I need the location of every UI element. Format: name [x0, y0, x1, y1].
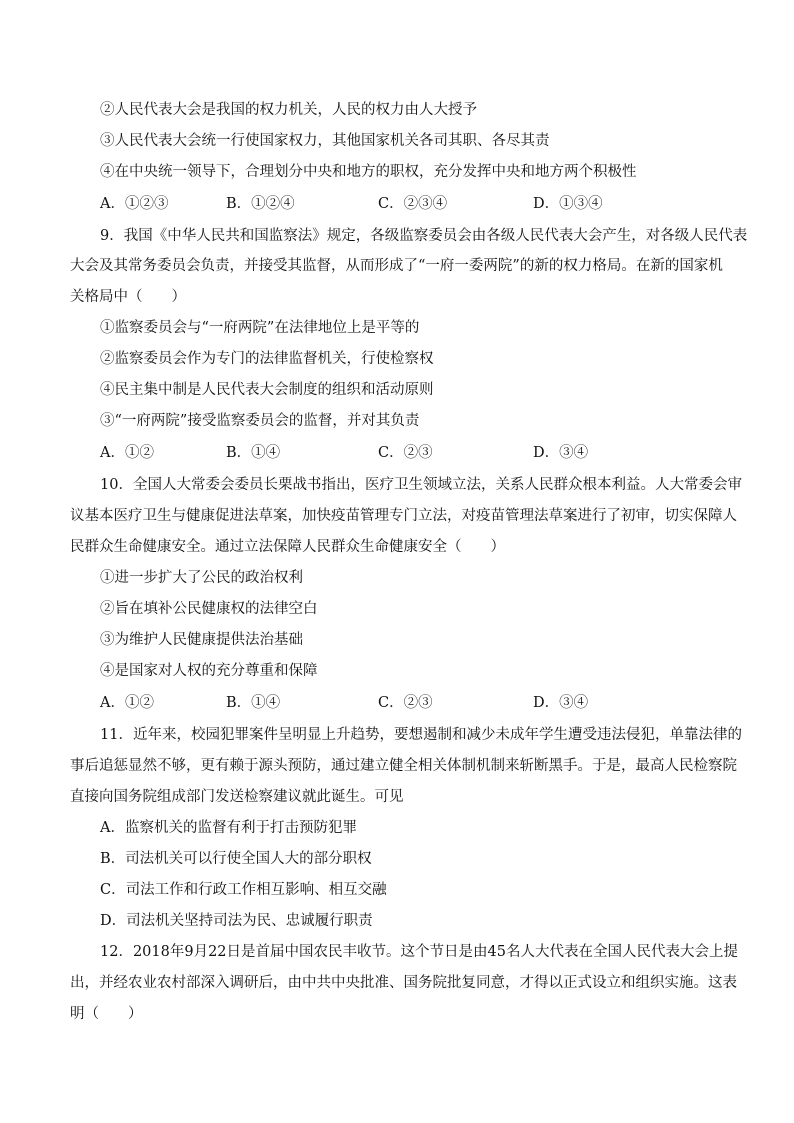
q9-item-4: ④民主集中制是人民代表大会制度的组织和活动原则 [100, 382, 434, 398]
q8-option-a[interactable]: A．①②③ [100, 196, 169, 212]
q9-item-2: ②监察委员会作为专门的法律监督机关，行使检察权 [100, 351, 434, 367]
q11-choice-d[interactable]: D．司法机关坚持司法为民、忠诚履行职责 [100, 913, 373, 929]
q11-choice-b[interactable]: B．司法机关可以行使全国人大的部分职权 [100, 851, 372, 867]
q9-stem-line-2: 大会及其常务委员会负责，并接受其监督，从而形成了“一府一委两院”的新的权力格局。在新的国家机 [70, 258, 723, 274]
q10-item-1: ①进一步扩大了公民的政治权利 [100, 570, 303, 586]
q8-option-b[interactable]: B．①②④ [226, 196, 295, 212]
q11-stem-line-2: 事后追惩显然不够，更有赖于源头预防，通过建立健全相关体制机制来斩断黑手。于是，最高人民检察院 [70, 758, 737, 774]
q9-option-a[interactable]: A．①② [100, 445, 154, 461]
q10-item-3: ③为维护人民健康提供法治基础 [100, 632, 303, 648]
q11-choice-a[interactable]: A．监察机关的监督有利于打击预防犯罪 [100, 820, 357, 836]
q9-option-c[interactable]: C．②③ [378, 445, 433, 461]
q11-stem-line-1: 11．近年来，校园犯罪案件呈明显上升趋势，要想遏制和减少未成年学生遭受违法侵犯，单靠法律的 [100, 727, 742, 743]
q10-option-d[interactable]: D．③④ [533, 695, 589, 711]
q10-stem-line-2: 议基本医疗卫生与健康促进法草案，加快疫苗管理专门立法，对疫苗管理法草案进行了初审，切实保障人 [70, 508, 737, 524]
q9-item-1: ①监察委员会与“一府两院”在法律地位上是平等的 [100, 320, 420, 336]
q10-stem-line-1: 10．全国人大常委会委员长栗战书指出，医疗卫生领域立法，关系人民群众根本利益。人大常委会审 [100, 477, 742, 493]
q8-option-c[interactable]: C．②③④ [378, 196, 448, 212]
q8-item-4: ④在中央统一领导下，合理划分中央和地方的职权，充分发挥中央和地方两个积极性 [100, 164, 637, 180]
q12-stem-line-3: 明（ ） [70, 1006, 143, 1022]
q9-stem-line-3: 关格局中（ ） [70, 289, 186, 305]
q10-stem-line-3: 民群众生命健康安全。通过立法保障人民群众生命健康安全（ ） [70, 539, 505, 555]
q8-item-3: ③人民代表大会统一行使国家权力，其他国家机关各司其职、各尽其责 [100, 133, 550, 149]
q8-item-2: ②人民代表大会是我国的权力机关，人民的权力由人大授予 [100, 102, 477, 118]
q9-item-3: ③“一府两院”接受监察委员会的监督，并对其负责 [100, 413, 420, 429]
q9-option-b[interactable]: B．①④ [226, 445, 281, 461]
q8-option-d[interactable]: D．①③④ [533, 196, 603, 212]
q11-choice-c[interactable]: C．司法工作和行政工作相互影响、相互交融 [100, 882, 387, 898]
q10-option-c[interactable]: C．②③ [378, 695, 433, 711]
q12-stem-line-2: 出，并经农业农村部深入调研后，由中共中央批准、国务院批复同意，才得以正式设立和组织实施。这表 [70, 975, 737, 991]
q12-stem-line-1: 12．2018年9月22日是首届中国农民丰收节。这个节日是由45名人大代表在全国人民代表大会上提 [100, 944, 738, 960]
q10-item-4: ④是国家对人权的充分尊重和保障 [100, 663, 318, 679]
q10-item-2: ②旨在填补公民健康权的法律空白 [100, 601, 318, 617]
q11-stem-line-3: 直接向国务院组成部门发送检察建议就此诞生。可见 [70, 789, 404, 805]
q10-option-a[interactable]: A．①② [100, 695, 154, 711]
q10-option-b[interactable]: B．①④ [226, 695, 281, 711]
q9-stem-line-1: 9．我国《中华人民共和国监察法》规定，各级监察委员会由各级人民代表大会产生，对各级人民代表 [100, 228, 748, 244]
q9-option-d[interactable]: D．③④ [533, 445, 589, 461]
